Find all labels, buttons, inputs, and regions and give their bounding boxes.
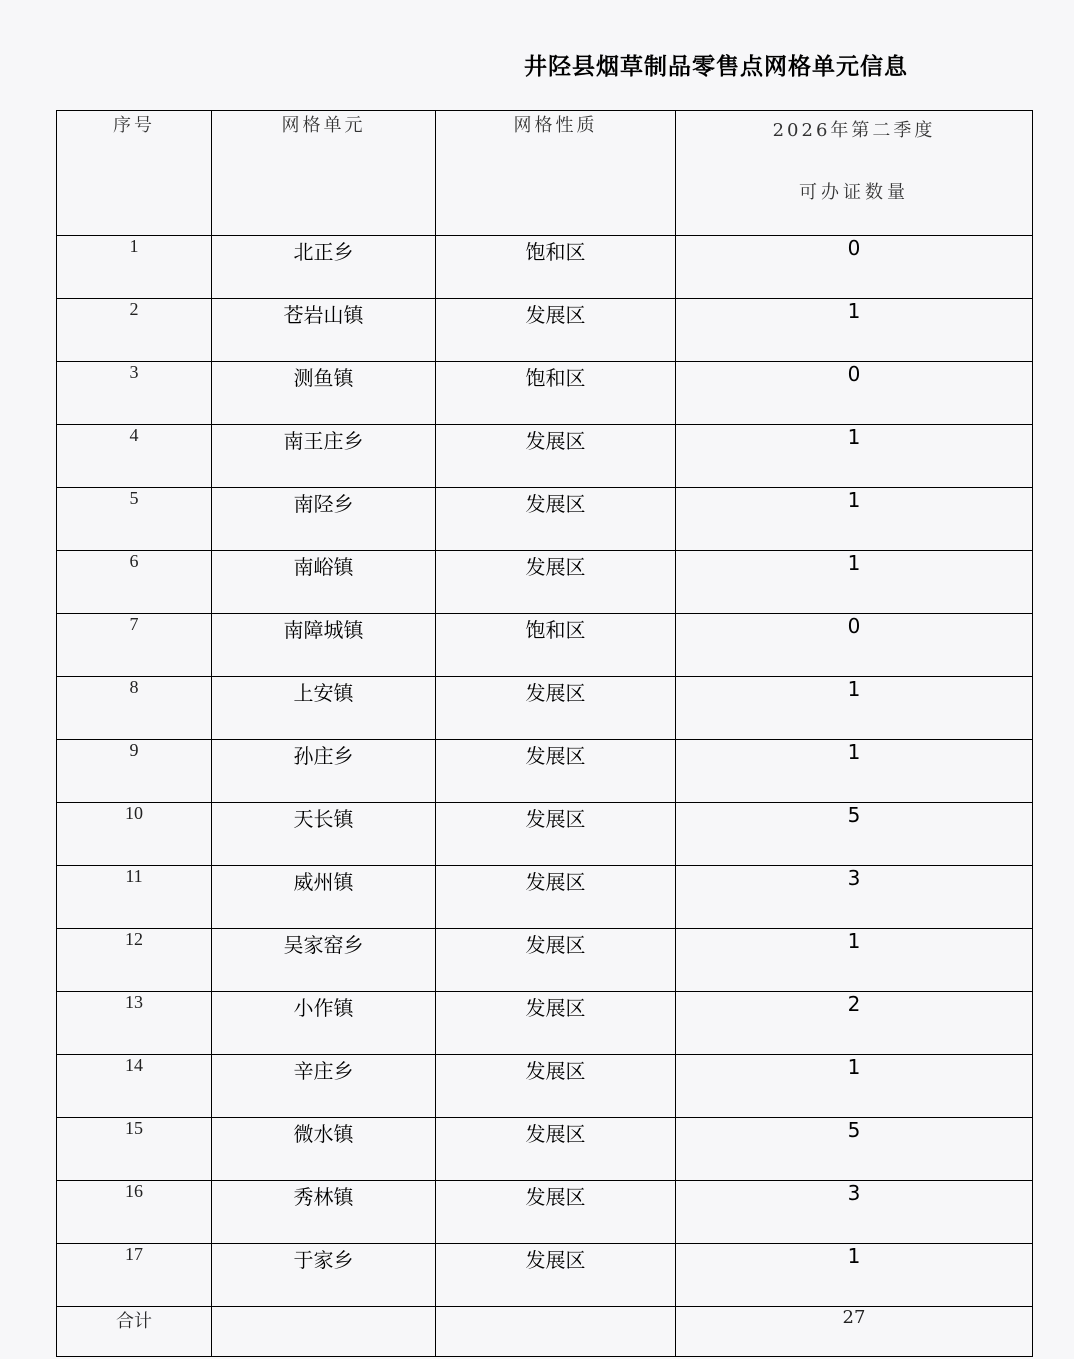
cell-count: 0 xyxy=(676,362,1033,425)
header-index: 序号 xyxy=(57,111,212,236)
table-row xyxy=(57,803,1033,866)
cell-index: 11 xyxy=(57,866,212,929)
cell-index: 12 xyxy=(57,929,212,992)
cell-count: 1 xyxy=(676,929,1033,992)
cell-type: 发展区 xyxy=(436,551,676,614)
table-header-row xyxy=(57,111,1033,236)
table-row xyxy=(57,1055,1033,1118)
cell-type: 发展区 xyxy=(436,1181,676,1244)
table-row xyxy=(57,1181,1033,1244)
cell-index: 4 xyxy=(57,425,212,488)
table-row xyxy=(57,740,1033,803)
cell-type: 发展区 xyxy=(436,299,676,362)
total-label: 合计 xyxy=(57,1307,212,1357)
cell-unit: 辛庄乡 xyxy=(212,1055,436,1118)
table-row xyxy=(57,551,1033,614)
cell-index: 10 xyxy=(57,803,212,866)
cell-unit: 微水镇 xyxy=(212,1118,436,1181)
cell-count: 1 xyxy=(676,551,1033,614)
table-row xyxy=(57,299,1033,362)
cell-type: 发展区 xyxy=(436,992,676,1055)
cell-index: 8 xyxy=(57,677,212,740)
cell-type: 饱和区 xyxy=(436,614,676,677)
total-count: 27 xyxy=(676,1307,1033,1357)
cell-index: 13 xyxy=(57,992,212,1055)
cell-index: 14 xyxy=(57,1055,212,1118)
cell-index: 2 xyxy=(57,299,212,362)
cell-unit: 吴家窑乡 xyxy=(212,929,436,992)
cell-unit: 上安镇 xyxy=(212,677,436,740)
cell-index: 1 xyxy=(57,236,212,299)
cell-count: 1 xyxy=(676,1055,1033,1118)
cell-type: 饱和区 xyxy=(436,236,676,299)
cell-type: 发展区 xyxy=(436,1055,676,1118)
header-type: 网格性质 xyxy=(436,111,676,236)
table-row xyxy=(57,614,1033,677)
cell-index: 7 xyxy=(57,614,212,677)
cell-type: 发展区 xyxy=(436,740,676,803)
header-count-line2: 可办证数量 xyxy=(799,182,909,203)
cell-index: 5 xyxy=(57,488,212,551)
cell-unit: 北正乡 xyxy=(212,236,436,299)
table-row xyxy=(57,1118,1033,1181)
cell-unit: 孙庄乡 xyxy=(212,740,436,803)
cell-count: 0 xyxy=(676,614,1033,677)
cell-index: 15 xyxy=(57,1118,212,1181)
header-unit: 网格单元 xyxy=(212,111,436,236)
cell-count: 1 xyxy=(676,677,1033,740)
cell-unit: 测鱼镇 xyxy=(212,362,436,425)
table-total-row xyxy=(57,1307,1033,1357)
cell-count: 1 xyxy=(676,488,1033,551)
cell-type: 发展区 xyxy=(436,1244,676,1307)
total-type xyxy=(436,1307,676,1357)
cell-type: 发展区 xyxy=(436,929,676,992)
cell-unit: 天长镇 xyxy=(212,803,436,866)
table-row xyxy=(57,929,1033,992)
cell-unit: 威州镇 xyxy=(212,866,436,929)
cell-unit: 小作镇 xyxy=(212,992,436,1055)
cell-count: 3 xyxy=(676,866,1033,929)
cell-count: 1 xyxy=(676,425,1033,488)
cell-index: 16 xyxy=(57,1181,212,1244)
cell-index: 9 xyxy=(57,740,212,803)
cell-type: 饱和区 xyxy=(436,362,676,425)
cell-type: 发展区 xyxy=(436,488,676,551)
cell-count: 0 xyxy=(676,236,1033,299)
cell-unit: 南王庄乡 xyxy=(212,425,436,488)
cell-index: 6 xyxy=(57,551,212,614)
cell-type: 发展区 xyxy=(436,866,676,929)
cell-unit: 秀林镇 xyxy=(212,1181,436,1244)
header-count-line1: 2026年第二季度 xyxy=(772,120,936,141)
cell-index: 3 xyxy=(57,362,212,425)
cell-unit: 南陉乡 xyxy=(212,488,436,551)
table-row xyxy=(57,677,1033,740)
total-unit xyxy=(212,1307,436,1357)
table-row xyxy=(57,425,1033,488)
page-title: 井陉县烟草制品零售点网格单元信息 xyxy=(524,53,908,80)
cell-count: 1 xyxy=(676,299,1033,362)
cell-unit: 南峪镇 xyxy=(212,551,436,614)
table-row xyxy=(57,866,1033,929)
cell-unit: 南障城镇 xyxy=(212,614,436,677)
cell-type: 发展区 xyxy=(436,1118,676,1181)
cell-count: 1 xyxy=(676,740,1033,803)
cell-count: 2 xyxy=(676,992,1033,1055)
grid-unit-table xyxy=(56,110,1033,1357)
cell-unit: 苍岩山镇 xyxy=(212,299,436,362)
cell-type: 发展区 xyxy=(436,803,676,866)
cell-unit: 于家乡 xyxy=(212,1244,436,1307)
table-row xyxy=(57,488,1033,551)
cell-type: 发展区 xyxy=(436,425,676,488)
table-row xyxy=(57,992,1033,1055)
table-row xyxy=(57,236,1033,299)
cell-count: 5 xyxy=(676,803,1033,866)
cell-type: 发展区 xyxy=(436,677,676,740)
cell-count: 1 xyxy=(676,1244,1033,1307)
cell-count: 5 xyxy=(676,1118,1033,1181)
table-row xyxy=(57,362,1033,425)
table-row xyxy=(57,1244,1033,1307)
cell-count: 3 xyxy=(676,1181,1033,1244)
header-count xyxy=(676,111,1033,236)
cell-index: 17 xyxy=(57,1244,212,1307)
